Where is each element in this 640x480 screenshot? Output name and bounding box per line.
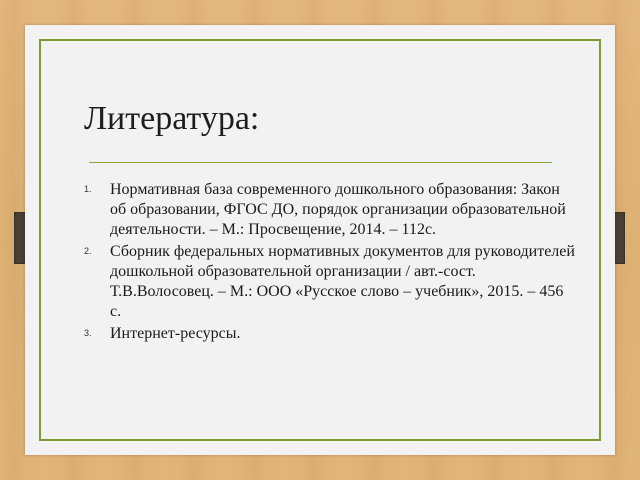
reference-number: 1. bbox=[84, 184, 92, 194]
reference-number: 2. bbox=[84, 246, 92, 256]
reference-item bbox=[84, 324, 576, 344]
reference-item bbox=[84, 180, 576, 240]
slide-title: Литература: bbox=[84, 100, 260, 137]
reference-item bbox=[84, 242, 576, 322]
reference-text: Интернет-ресурсы. bbox=[110, 325, 241, 342]
title-divider bbox=[89, 162, 552, 163]
reference-text: Нормативная база современного дошкольного образования: Закон об образовании, ФГОС ДО, порядок организации образовательной деятельности. – М.: Просвещение, 2014. – 112с. bbox=[110, 181, 566, 238]
reference-number: 3. bbox=[84, 328, 92, 338]
reference-text: Сборник федеральных нормативных документов для руководителей дошкольной образовательной организации / авт.-сост. Т.В.Волосовец. – М.: ООО «Русское слово – учебник», 2015. – 456 с. bbox=[110, 243, 575, 320]
reference-list bbox=[84, 180, 576, 346]
